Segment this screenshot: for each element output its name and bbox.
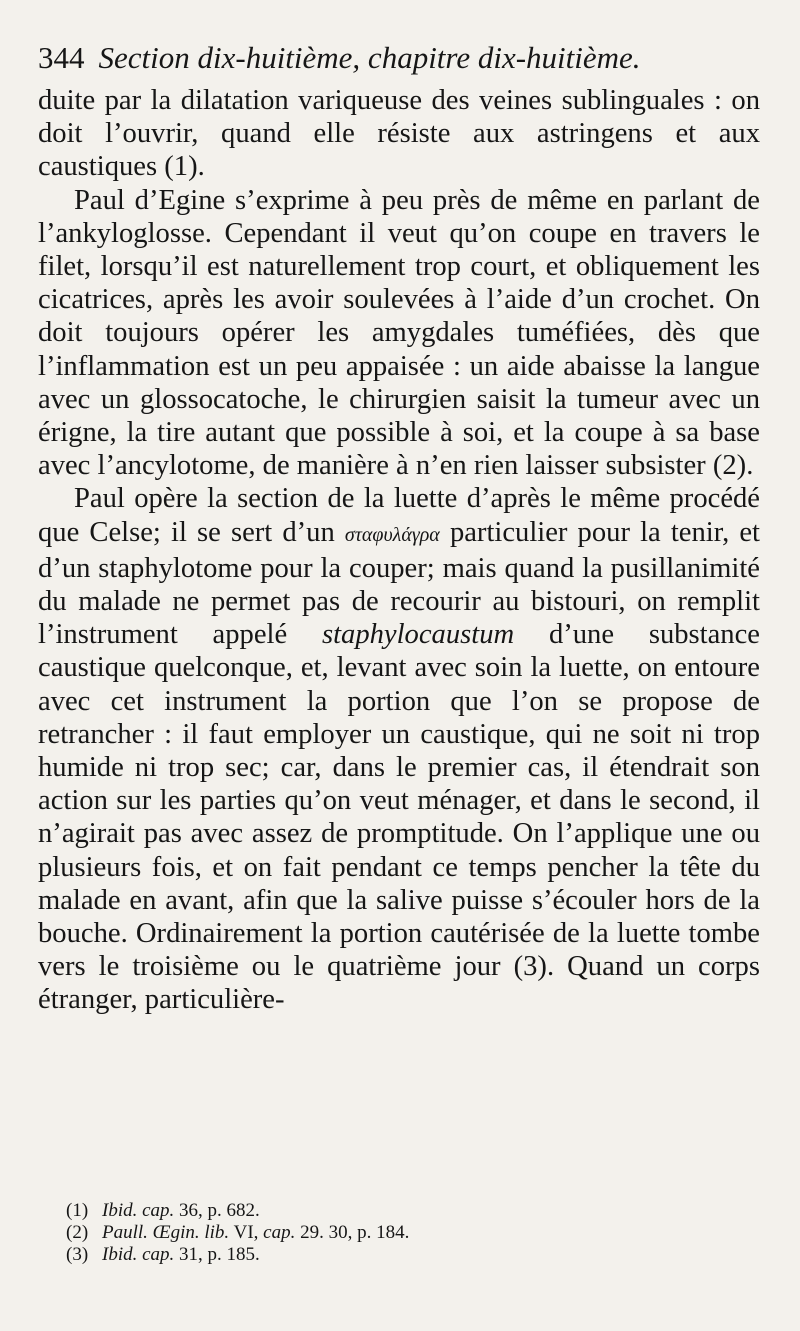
footnote-mark: (2) [66,1222,89,1243]
italic-term: staphylocaustum [321,619,515,651]
footnote-3 [66,1244,409,1266]
page-header [38,38,760,78]
page-number: 344 [38,40,85,75]
footnotes [66,1200,409,1266]
running-head: Section dix-huitième, chapitre dix-huitième. [98,40,641,75]
body-text [38,84,760,1017]
paragraph-3-part-c: d’une substance caustique quelconque, et, levant avec soin la luette, on entoure avec cet instrument la portion que l’on se propose de retrancher : il faut employer un caustique, qui ne soit ni trop humide ni trop sec; car, dans le premier cas, il étendrait son action sur les parties qu’on veut ménager, et dans le second, il n’agirait pas avec assez de promptitude. On l’applique une ou plusieurs fois, et on fait pendant ce temps pencher la tête du malade en avant, afin que la salive puisse s’écouler hors de la bouche. Ordinairement la portion cautérisée de la luette tombe vers le troisième ou le quatrième jour (3). Quand un corps étranger, particulière- [38,619,760,1016]
greek-term: σταφυλάγρα [344,523,440,546]
paragraph-2: Paul d’Egine s’exprime à peu près de même en parlant de l’ankyloglosse. Cependant il veut qu’on coupe en travers le filet, lorsqu’il est naturellement trop court, et obliquement les cicatrices, après les avoir soulevées à l’aide d’un crochet. On doit toujours opérer les amygdales tuméfiées, dès que l’inflammation est un peu appaisée : un aide abaisse la langue avec un glossocatoche, le chirurgien saisit la tumeur avec un érigne, la tire autant que possible à soi, et la coupe à sa base avec l’ancylotome, de manière à n’en rien laisser subsister (2). [38,184,760,482]
footnote-source-2: cap. [263,1222,296,1243]
footnote-location: 31, p. 185. [179,1244,260,1265]
footnote-2 [66,1222,409,1244]
footnote-1 [66,1200,409,1222]
footnote-location-2: 29. 30, p. 184. [300,1222,410,1243]
footnote-location: 36, p. 682. [179,1200,260,1221]
footnote-source: Paull. Œgin. lib. [102,1222,230,1243]
footnote-mark: (1) [66,1200,89,1221]
paragraph-3 [38,482,760,1016]
paragraph-3-part-a: Paul opère la section de la luette d’après le même procédé que Celse; il se sert d’un [38,483,760,548]
footnote-mark: (3) [66,1244,89,1265]
paragraph-3-part-b: particulier pour la tenir, et d’un staphylotome pour la couper; mais quand la pusillanimité du malade ne permet pas de recourir au bistouri, on remplit l’instrument appelé [38,516,760,651]
paragraph-1: duite par la dilatation variqueuse des veines sublinguales : on doit l’ouvrir, quand elle résiste aux astringens et aux caustiques (1). [38,85,760,183]
footnote-source: Ibid. cap. [102,1200,175,1221]
footnote-location: VI, [233,1222,259,1243]
footnote-source: Ibid. cap. [102,1244,175,1265]
